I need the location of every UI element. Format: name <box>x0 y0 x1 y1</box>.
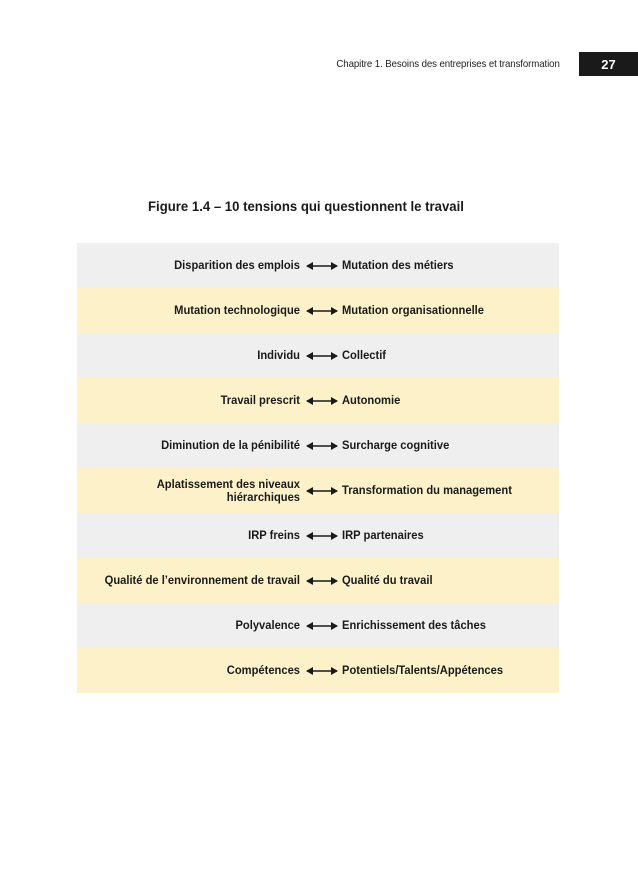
tension-row <box>77 603 559 648</box>
tension-right-label: IRP partenaires <box>342 528 424 542</box>
tension-left-label: Disparition des emplois <box>174 258 300 272</box>
tension-row <box>77 468 559 513</box>
double-headed-arrow-icon <box>306 621 338 631</box>
tension-right-label: Potentiels/Talents/Appétences <box>342 663 504 677</box>
tension-left-label: Travail prescrit <box>220 393 300 407</box>
tension-left-label: Diminution de la pénibilité <box>161 438 300 452</box>
tension-left-label: Individu <box>257 348 300 362</box>
double-headed-arrow-icon <box>306 351 338 361</box>
tension-row <box>77 243 559 288</box>
tension-left-label: Qualité de l’environnement de travail <box>104 573 300 587</box>
tension-right-label: Transformation du management <box>342 483 512 497</box>
running-header-title: Chapitre 1. Besoins des entreprises et transformation <box>336 58 560 70</box>
tension-right-label: Mutation organisationnelle <box>342 303 484 317</box>
page-number-badge: 27 <box>579 52 638 76</box>
double-headed-arrow-icon <box>306 261 338 271</box>
tension-row <box>77 423 559 468</box>
tension-row <box>77 648 559 693</box>
double-headed-arrow-icon <box>306 666 338 676</box>
tension-left-label: Compétences <box>226 663 300 677</box>
tension-right-label: Surcharge cognitive <box>342 438 450 452</box>
tension-row <box>77 513 559 558</box>
tension-right-label: Qualité du travail <box>342 573 433 587</box>
tension-left-label: IRP freins <box>248 528 300 542</box>
tension-row <box>77 288 559 333</box>
double-headed-arrow-icon <box>306 441 338 451</box>
tension-row <box>77 558 559 603</box>
tension-right-label: Enrichissement des tâches <box>342 618 486 632</box>
double-headed-arrow-icon <box>306 531 338 541</box>
double-headed-arrow-icon <box>306 396 338 406</box>
double-headed-arrow-icon <box>306 576 338 586</box>
double-headed-arrow-icon <box>306 486 338 496</box>
figure-title: Figure 1.4 – 10 tensions qui questionnent le travail <box>148 198 464 214</box>
tension-row <box>77 378 559 423</box>
tension-right-label: Collectif <box>342 348 387 362</box>
double-headed-arrow-icon <box>306 306 338 316</box>
tension-row <box>77 333 559 378</box>
tensions-table <box>77 243 559 693</box>
tension-right-label: Autonomie <box>342 393 401 407</box>
tension-left-label: Mutation technologique <box>174 303 300 317</box>
tension-left-label: Polyvalence <box>235 618 300 632</box>
tension-left-label: Aplatissement des niveaux hiérarchiques <box>156 476 300 504</box>
tension-right-label: Mutation des métiers <box>342 258 454 272</box>
